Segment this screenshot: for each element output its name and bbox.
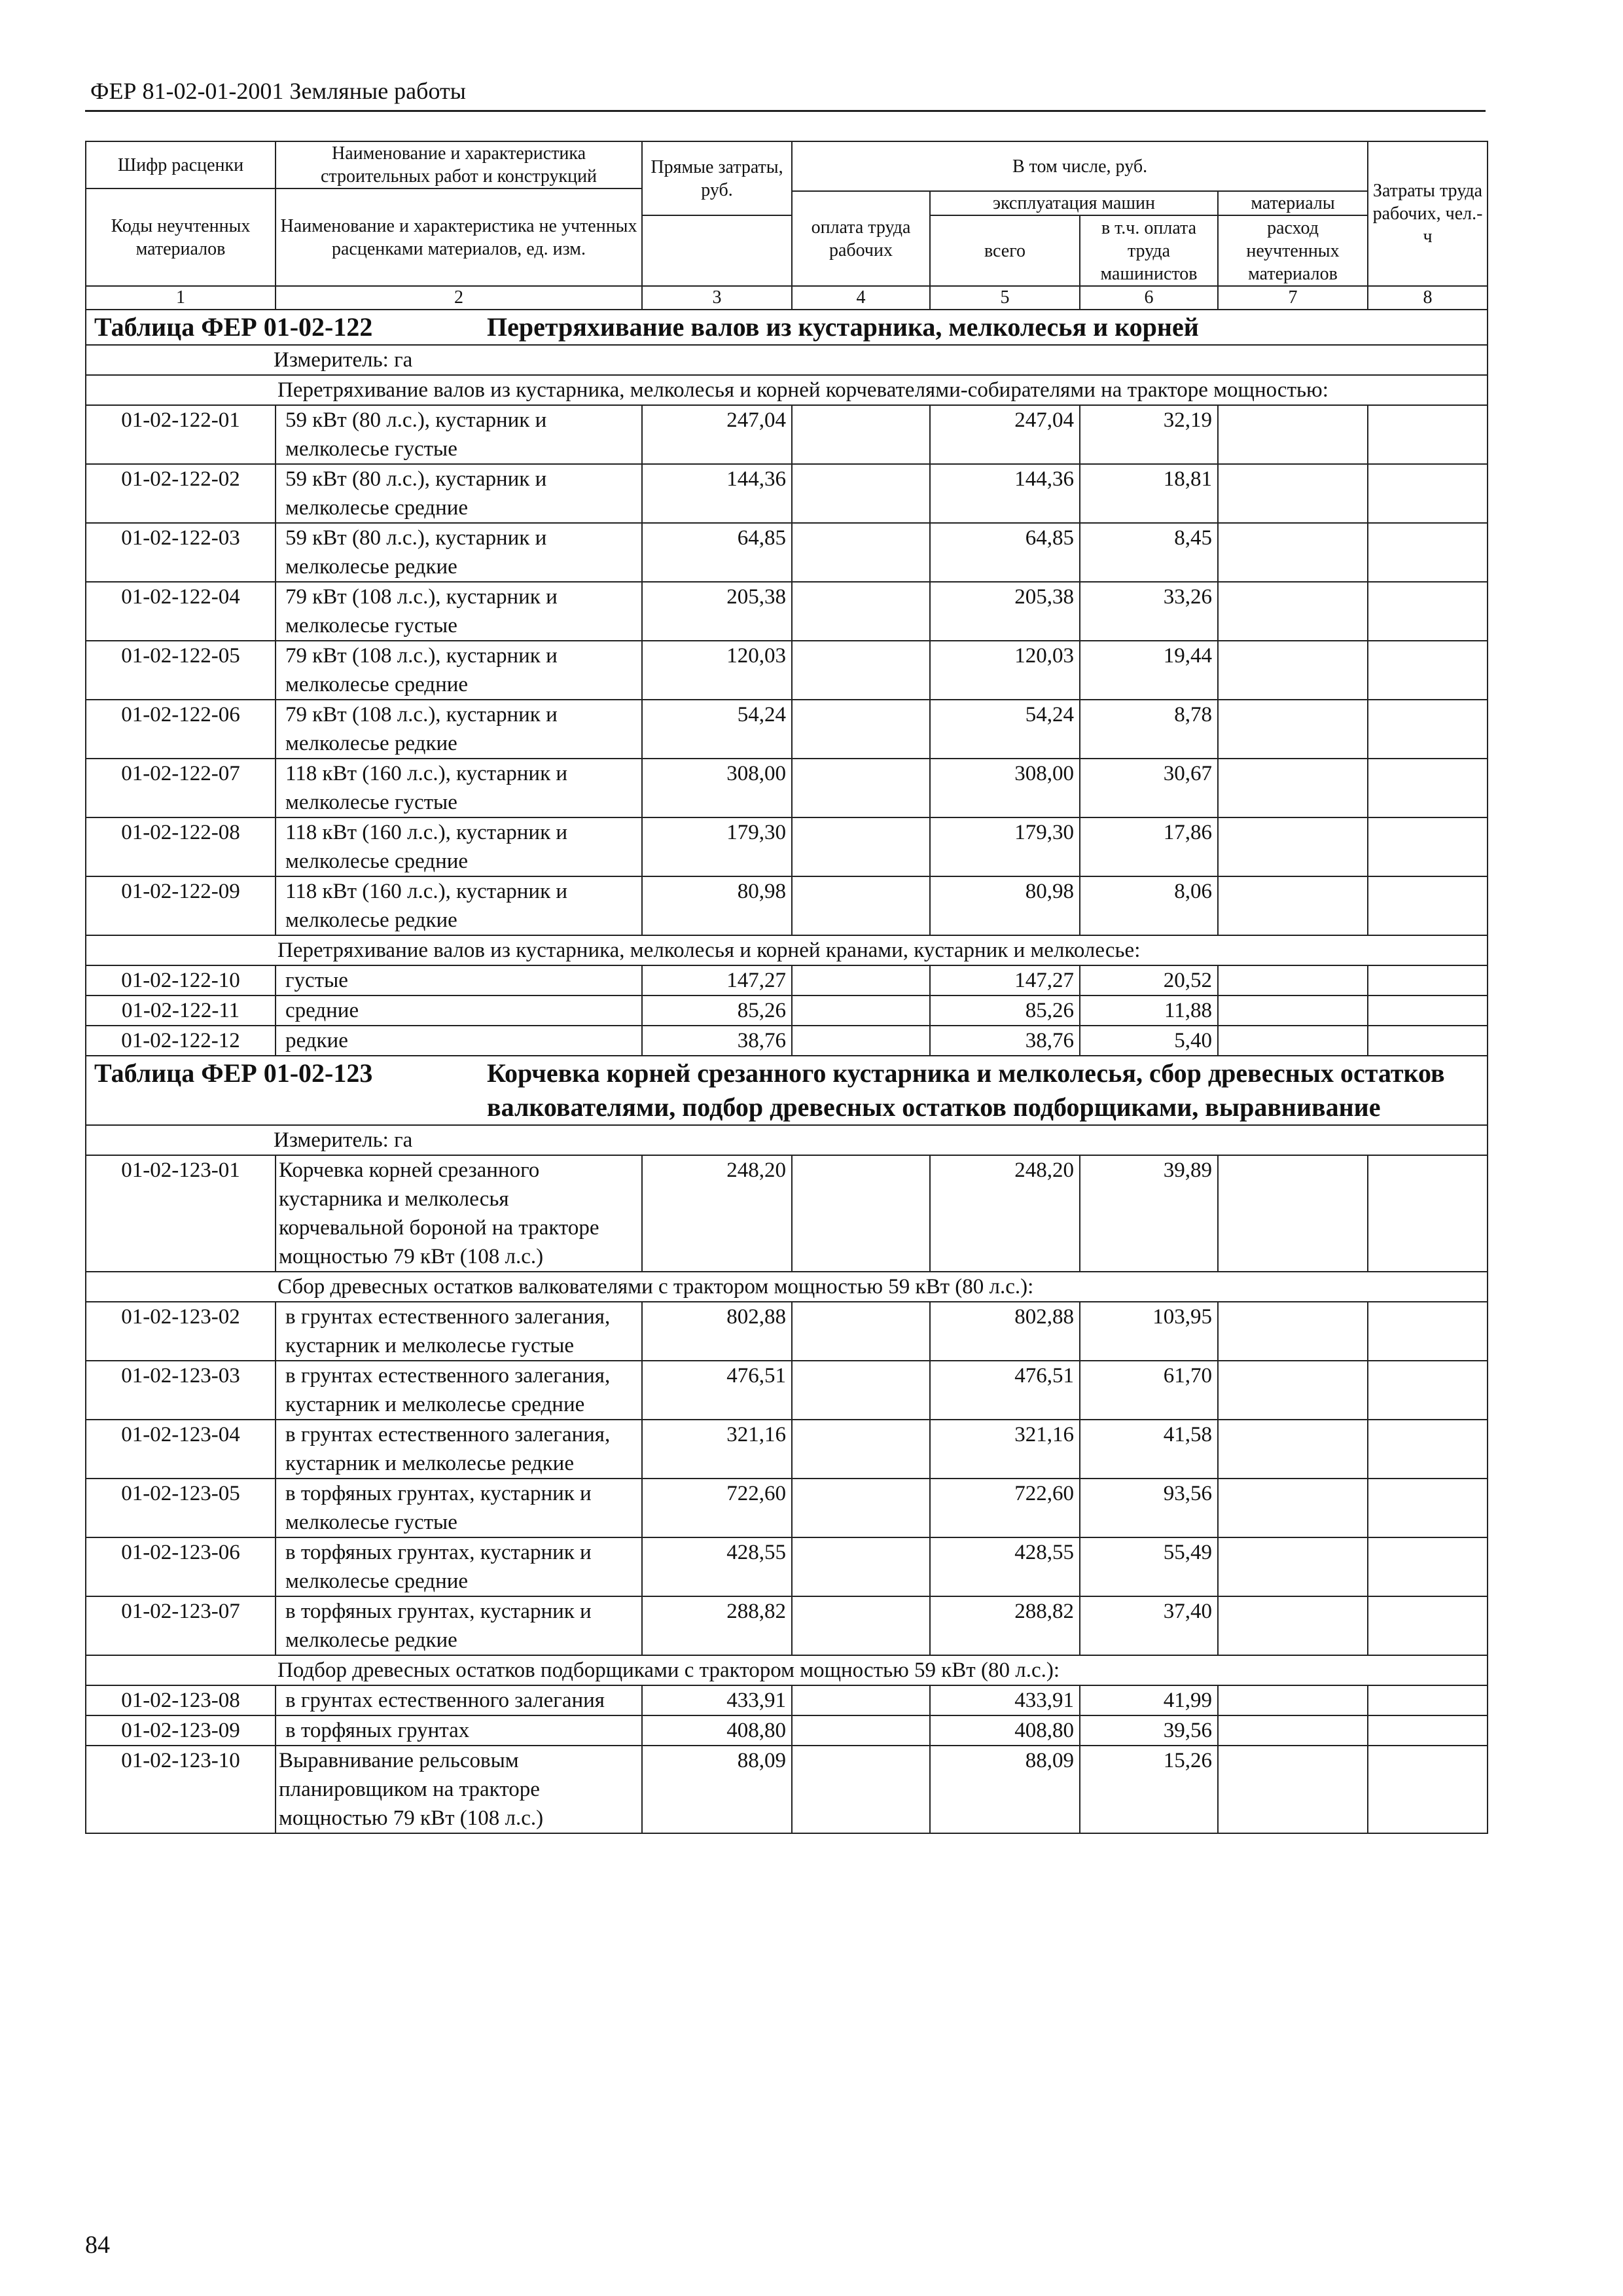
subheading-row [86,1272,1488,1302]
work-name: в грунтах естественного залегания, кустарник и мелколесье редкие [276,1420,642,1479]
machinists-wages: 55,49 [1080,1537,1218,1596]
column-number: 1 [86,286,276,310]
rate-code: 01-02-122-11 [86,996,276,1026]
machinists-wages: 19,44 [1080,641,1218,700]
column-number: 4 [792,286,930,310]
work-name: в торфяных грунтах, кустарник и мелколесье густые [276,1479,642,1537]
unaccounted-materials [1218,582,1368,641]
rate-code: 01-02-123-09 [86,1715,276,1746]
unaccounted-materials [1218,1026,1368,1056]
wages [792,817,930,876]
unaccounted-materials [1218,1537,1368,1596]
work-name: 59 кВт (80 л.с.), кустарник и мелколесье средние [276,464,642,523]
machines-total: 64,85 [930,523,1080,582]
rate-code: 01-02-122-02 [86,464,276,523]
rate-code: 01-02-123-03 [86,1361,276,1420]
work-name: в грунтах естественного залегания, кустарник и мелколесье густые [276,1302,642,1361]
machines-total: 408,80 [930,1715,1080,1746]
unit-line: Измеритель: га [86,1125,1488,1155]
direct-costs: 802,88 [642,1302,792,1361]
labor-costs [1368,405,1488,464]
wages [792,1302,930,1361]
labor-costs [1368,1361,1488,1420]
unaccounted-materials [1218,1746,1368,1833]
machinists-wages: 39,56 [1080,1715,1218,1746]
direct-costs: 80,98 [642,876,792,935]
table-row [86,1479,1488,1537]
unaccounted-materials [1218,1420,1368,1479]
work-name: в грунтах естественного залегания [276,1685,642,1715]
column-number: 8 [1368,286,1488,310]
table-row [86,1155,1488,1272]
table-row [86,405,1488,464]
labor-costs [1368,1420,1488,1479]
table-id: Таблица ФЕР 01-02-122 [94,312,373,342]
labor-costs [1368,817,1488,876]
machines-total: 85,26 [930,996,1080,1026]
direct-costs: 476,51 [642,1361,792,1420]
wages [792,1746,930,1833]
machines-total: 722,60 [930,1479,1080,1537]
table-row [86,876,1488,935]
work-name: 118 кВт (160 л.с.), кустарник и мелколесье средние [276,817,642,876]
labor-costs [1368,1479,1488,1537]
table-row [86,464,1488,523]
subheading: Перетряхивание валов из кустарника, мелколесья и корней кранами, кустарник и мелколесье: [86,935,1488,965]
direct-costs: 288,82 [642,1596,792,1655]
work-name: густые [276,965,642,996]
table-row [86,1537,1488,1596]
machines-total: 147,27 [930,965,1080,996]
column-number: 7 [1218,286,1368,310]
table-row [86,523,1488,582]
rate-code: 01-02-122-08 [86,817,276,876]
machinists-wages: 20,52 [1080,965,1218,996]
wages [792,759,930,817]
table-title: Корчевка корней срезанного кустарника и мелколесья, сбор древесных остатков валкователями, подбор древесных остатков подборщиками, выравнивание [487,1058,1445,1122]
header-labor-costs: Затраты труда рабочих, чел.-ч [1368,141,1488,286]
wages [792,965,930,996]
rate-code: 01-02-123-05 [86,1479,276,1537]
direct-costs: 88,09 [642,1746,792,1833]
header-machines: эксплуатация машин [930,191,1218,215]
subheading: Подбор древесных остатков подборщиками с трактором мощностью 59 кВт (80 л.с.): [86,1655,1488,1685]
table-row [86,582,1488,641]
work-name: 79 кВт (108 л.с.), кустарник и мелколесье редкие [276,700,642,759]
machinists-wages: 37,40 [1080,1596,1218,1655]
work-name: в торфяных грунтах, кустарник и мелколесье средние [276,1537,642,1596]
unaccounted-materials [1218,1479,1368,1537]
wages [792,1155,930,1272]
machinists-wages: 93,56 [1080,1479,1218,1537]
wages [792,1026,930,1056]
wages [792,1715,930,1746]
rate-code: 01-02-123-10 [86,1746,276,1833]
column-number: 3 [642,286,792,310]
subheading-row [86,375,1488,405]
rate-code: 01-02-122-05 [86,641,276,700]
wages [792,1420,930,1479]
wages [792,996,930,1026]
header-materials: материалы [1218,191,1368,215]
table-header [86,141,1488,310]
direct-costs: 85,26 [642,996,792,1026]
direct-costs: 120,03 [642,641,792,700]
wages [792,1479,930,1537]
labor-costs [1368,759,1488,817]
rate-code: 01-02-122-03 [86,523,276,582]
work-name: Выравнивание рельсовым планировщиком на тракторе мощностью 79 кВт (108 л.с.) [276,1746,642,1833]
header-machinists-wages: в т.ч. оплата труда машинистов [1080,215,1218,286]
direct-costs: 205,38 [642,582,792,641]
header-work-name: Наименование и характеристика строительных работ и конструкций [276,141,642,188]
machines-total: 80,98 [930,876,1080,935]
machinists-wages: 8,06 [1080,876,1218,935]
rate-code: 01-02-123-06 [86,1537,276,1596]
rate-code: 01-02-122-07 [86,759,276,817]
machinists-wages: 8,45 [1080,523,1218,582]
labor-costs [1368,1596,1488,1655]
machines-total: 321,16 [930,1420,1080,1479]
machines-total: 433,91 [930,1685,1080,1715]
rate-code: 01-02-122-06 [86,700,276,759]
labor-costs [1368,523,1488,582]
machinists-wages: 11,88 [1080,996,1218,1026]
labor-costs [1368,1746,1488,1833]
price-table [85,141,1488,1834]
unaccounted-materials [1218,965,1368,996]
subheading: Сбор древесных остатков валкователями с трактором мощностью 59 кВт (80 л.с.): [86,1272,1488,1302]
wages [792,641,930,700]
header-rule [85,110,1486,112]
subheading-row [86,1655,1488,1685]
machines-total: 288,82 [930,1596,1080,1655]
machines-total: 802,88 [930,1302,1080,1361]
rate-code: 01-02-122-12 [86,1026,276,1056]
unit-line-row [86,345,1488,375]
labor-costs [1368,965,1488,996]
table-row [86,817,1488,876]
work-name: редкие [276,1026,642,1056]
work-name: 79 кВт (108 л.с.), кустарник и мелколесье густые [276,582,642,641]
direct-costs: 722,60 [642,1479,792,1537]
machinists-wages: 41,58 [1080,1420,1218,1479]
table-title: Перетряхивание валов из кустарника, мелколесья и корней [487,312,1199,342]
machinists-wages: 8,78 [1080,700,1218,759]
table-row [86,1361,1488,1420]
header-material-codes: Коды неучтенных материалов [86,188,276,286]
wages [792,1596,930,1655]
unaccounted-materials [1218,1715,1368,1746]
machinists-wages: 5,40 [1080,1026,1218,1056]
table-row [86,1596,1488,1655]
column-number: 5 [930,286,1080,310]
machines-total: 308,00 [930,759,1080,817]
column-number: 2 [276,286,642,310]
work-name: 59 кВт (80 л.с.), кустарник и мелколесье редкие [276,523,642,582]
machines-total: 54,24 [930,700,1080,759]
wages [792,1361,930,1420]
labor-costs [1368,641,1488,700]
unit-line: Измеритель: га [86,345,1488,375]
table-row [86,965,1488,996]
wages [792,1685,930,1715]
running-header: ФЕР 81-02-01-2001 Земляные работы [90,78,466,104]
machinists-wages: 41,99 [1080,1685,1218,1715]
wages [792,876,930,935]
unaccounted-materials [1218,641,1368,700]
machinists-wages: 103,95 [1080,1302,1218,1361]
direct-costs: 179,30 [642,817,792,876]
header-direct-costs: Прямые затраты, руб. [642,141,792,215]
work-name: 79 кВт (108 л.с.), кустарник и мелколесье средние [276,641,642,700]
rate-code: 01-02-122-01 [86,405,276,464]
labor-costs [1368,582,1488,641]
column-number: 6 [1080,286,1218,310]
direct-costs: 64,85 [642,523,792,582]
direct-costs: 428,55 [642,1537,792,1596]
rate-code: 01-02-122-04 [86,582,276,641]
table-row [86,641,1488,700]
table-row [86,1685,1488,1715]
machinists-wages: 61,70 [1080,1361,1218,1420]
machinists-wages: 39,89 [1080,1155,1218,1272]
rate-code: 01-02-123-02 [86,1302,276,1361]
wages [792,523,930,582]
table-title-cell [86,1056,1488,1125]
machinists-wages: 32,19 [1080,405,1218,464]
page-number: 84 [85,2231,110,2259]
unit-line-row [86,1125,1488,1155]
labor-costs [1368,876,1488,935]
header-machines-total: всего [930,215,1080,286]
machines-total: 248,20 [930,1155,1080,1272]
unaccounted-materials [1218,1361,1368,1420]
table-row [86,1302,1488,1361]
direct-costs: 308,00 [642,759,792,817]
unaccounted-materials [1218,817,1368,876]
unaccounted-materials [1218,1685,1368,1715]
wages [792,700,930,759]
machines-total: 38,76 [930,1026,1080,1056]
machines-total: 476,51 [930,1361,1080,1420]
unaccounted-materials [1218,1596,1368,1655]
table-row [86,1026,1488,1056]
rate-code: 01-02-123-07 [86,1596,276,1655]
table-title-cell [86,310,1488,345]
machines-total: 88,09 [930,1746,1080,1833]
wages [792,464,930,523]
direct-costs: 147,27 [642,965,792,996]
unaccounted-materials [1218,876,1368,935]
table-row [86,759,1488,817]
wages [792,582,930,641]
table-row [86,700,1488,759]
unaccounted-materials [1218,1155,1368,1272]
labor-costs [1368,1685,1488,1715]
machinists-wages: 33,26 [1080,582,1218,641]
table-row [86,1746,1488,1833]
wages [792,1537,930,1596]
machinists-wages: 30,67 [1080,759,1218,817]
machines-total: 205,38 [930,582,1080,641]
labor-costs [1368,1302,1488,1361]
direct-costs: 247,04 [642,405,792,464]
labor-costs [1368,996,1488,1026]
machinists-wages: 18,81 [1080,464,1218,523]
labor-costs [1368,1715,1488,1746]
wages [792,405,930,464]
direct-costs: 38,76 [642,1026,792,1056]
direct-costs: 433,91 [642,1685,792,1715]
unaccounted-materials [1218,523,1368,582]
table-body [86,310,1488,1833]
machines-total: 428,55 [930,1537,1080,1596]
rate-code: 01-02-122-10 [86,965,276,996]
work-name: в торфяных грунтах [276,1715,642,1746]
machinists-wages: 17,86 [1080,817,1218,876]
unaccounted-materials [1218,700,1368,759]
unaccounted-materials [1218,464,1368,523]
rate-code: 01-02-123-08 [86,1685,276,1715]
labor-costs [1368,1537,1488,1596]
labor-costs [1368,700,1488,759]
labor-costs [1368,464,1488,523]
labor-costs [1368,1155,1488,1272]
unaccounted-materials [1218,1302,1368,1361]
direct-costs: 144,36 [642,464,792,523]
header-code: Шифр расценки [86,141,276,188]
table-title-row [86,1056,1488,1125]
table-title-row [86,310,1488,345]
work-name: средние [276,996,642,1026]
header-material-name: Наименование и характеристика не учтенных расценками материалов, ед. изм. [276,188,642,286]
work-name: в грунтах естественного залегания, кустарник и мелколесье средние [276,1361,642,1420]
header-unaccounted-materials: расход неучтенных материалов [1218,215,1368,286]
header-wages: оплата труда рабочих [792,191,930,286]
machines-total: 179,30 [930,817,1080,876]
work-name: в торфяных грунтах, кустарник и мелколесье редкие [276,1596,642,1655]
table-row [86,996,1488,1026]
rate-code: 01-02-123-01 [86,1155,276,1272]
unaccounted-materials [1218,759,1368,817]
work-name: 59 кВт (80 л.с.), кустарник и мелколесье густые [276,405,642,464]
machines-total: 144,36 [930,464,1080,523]
work-name: Корчевка корней срезанного кустарника и мелколесья корчевальной бороной на тракторе мощностью 79 кВт (108 л.с.) [276,1155,642,1272]
machines-total: 120,03 [930,641,1080,700]
header-direct-costs-spacer [642,215,792,286]
unaccounted-materials [1218,405,1368,464]
work-name: 118 кВт (160 л.с.), кустарник и мелколесье редкие [276,876,642,935]
rate-code: 01-02-122-09 [86,876,276,935]
direct-costs: 408,80 [642,1715,792,1746]
direct-costs: 54,24 [642,700,792,759]
subheading-row [86,935,1488,965]
column-numbers-row [86,286,1488,310]
direct-costs: 248,20 [642,1155,792,1272]
table-id: Таблица ФЕР 01-02-123 [94,1058,373,1088]
table-row [86,1420,1488,1479]
labor-costs [1368,1026,1488,1056]
rate-code: 01-02-123-04 [86,1420,276,1479]
subheading: Перетряхивание валов из кустарника, мелколесья и корней корчевателями-собирателями на тракторе мощностью: [86,375,1488,405]
direct-costs: 321,16 [642,1420,792,1479]
header-including-group: В том числе, руб. [792,141,1368,191]
table-row [86,1715,1488,1746]
machines-total: 247,04 [930,405,1080,464]
work-name: 118 кВт (160 л.с.), кустарник и мелколесье густые [276,759,642,817]
machinists-wages: 15,26 [1080,1746,1218,1833]
unaccounted-materials [1218,996,1368,1026]
